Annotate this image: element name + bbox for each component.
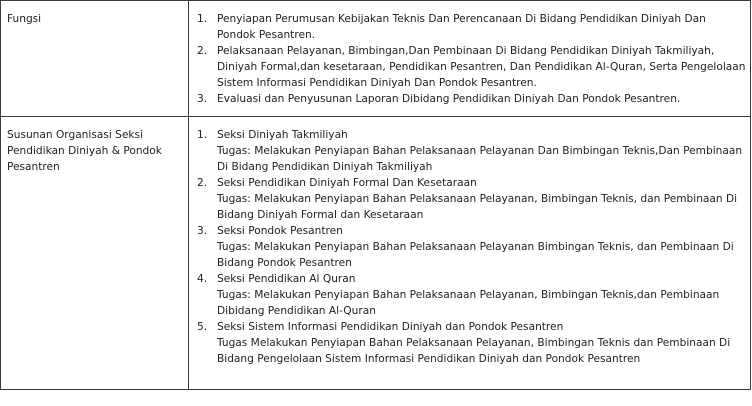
fungsi-list: [197, 11, 746, 107]
seksi-tugas: Tugas: Melakukan Penyiapan Bahan Pelaksanaan Pelayanan, Bimbingan Teknis,dan Pembinaan Dibidang Pendidikan Al-Quran: [217, 289, 720, 317]
susunan-content: [189, 117, 751, 390]
seksi-title: Seksi Diniyah Takmiliyah: [217, 129, 348, 141]
seksi-tugas: Tugas: Melakukan Penyiapan Bahan Pelaksanaan Pelayanan, Bimbingan Teknis, dan Pembinaan Di Bidang Diniyah Formal dan Kesetaraan: [217, 193, 738, 221]
list-number: 3.: [197, 225, 208, 237]
seksi-item-5: [197, 319, 746, 367]
table-row-susunan: [1, 117, 751, 390]
row-label-fungsi: Fungsi: [1, 1, 189, 117]
seksi-tugas: Tugas: Melakukan Penyiapan Bahan Pelaksanaan Pelayanan Bimbingan Teknis, dan Pembinaan Di Bidang Pondok Pesantren: [217, 241, 734, 269]
row-label-susunan: Susunan Organisasi Seksi Pendidikan Diniyah & Pondok Pesantren: [1, 117, 189, 390]
seksi-tugas: Tugas: Melakukan Penyiapan Bahan Pelaksanaan Pelayanan Dan Bimbingan Teknis,Dan Pembinaan Di Bidang Pendidikan Diniyah Takmiliyah: [217, 145, 743, 173]
fungsi-item-text: Penyiapan Perumusan Kebijakan Teknis Dan Perencanaan Di Bidang Pendidikan Diniyah Dan Pondok Pesantren.: [217, 13, 706, 41]
list-number: 4.: [197, 273, 208, 285]
table-row-fungsi: [1, 1, 751, 117]
fungsi-item-text: Evaluasi dan Penyusunan Laporan Dibidang Pendidikan Diniyah Dan Pondok Pesantren.: [217, 93, 681, 105]
list-number: 3.: [197, 93, 208, 105]
list-number: 1.: [197, 13, 208, 25]
seksi-title: Seksi Sistem Informasi Pendidikan Diniyah dan Pondok Pesantren: [217, 321, 564, 333]
seksi-list: [197, 127, 746, 367]
seksi-item-1: [197, 127, 746, 175]
seksi-item-2: [197, 175, 746, 223]
fungsi-item-2: [197, 43, 746, 91]
list-number: 1.: [197, 129, 208, 141]
seksi-title: Seksi Pendidikan Al Quran: [217, 273, 356, 285]
fungsi-item-text: Pelaksanaan Pelayanan, Bimbingan,Dan Pembinaan Di Bidang Pendidikan Diniyah Takmiliyah, Diniyah Formal,dan kesetaraan, Pendidikan Pesantren, Dan Pendidikan Al-Quran, Serta Pengelolaan Sistem Informasi Pendidikan Diniyah Dan Pondok Pesantren.: [217, 45, 746, 89]
seksi-tugas: Tugas Melakukan Penyiapan Bahan Pelaksanaan Pelayanan, Bimbingan Teknis dan Pembinaan Di Bidang Pengelolaan Sistem Informasi Pendidikan Diniyah dan Pondok Pesantren: [217, 337, 731, 365]
list-number: 2.: [197, 45, 208, 57]
seksi-title: Seksi Pondok Pesantren: [217, 225, 343, 237]
fungsi-item-3: [197, 91, 746, 107]
fungsi-item-1: [197, 11, 746, 43]
fungsi-content: [189, 1, 751, 117]
seksi-item-4: [197, 271, 746, 319]
list-number: 2.: [197, 177, 208, 189]
seksi-title: Seksi Pendidikan Diniyah Formal Dan Kesetaraan: [217, 177, 477, 189]
list-number: 5.: [197, 321, 208, 333]
seksi-item-3: [197, 223, 746, 271]
